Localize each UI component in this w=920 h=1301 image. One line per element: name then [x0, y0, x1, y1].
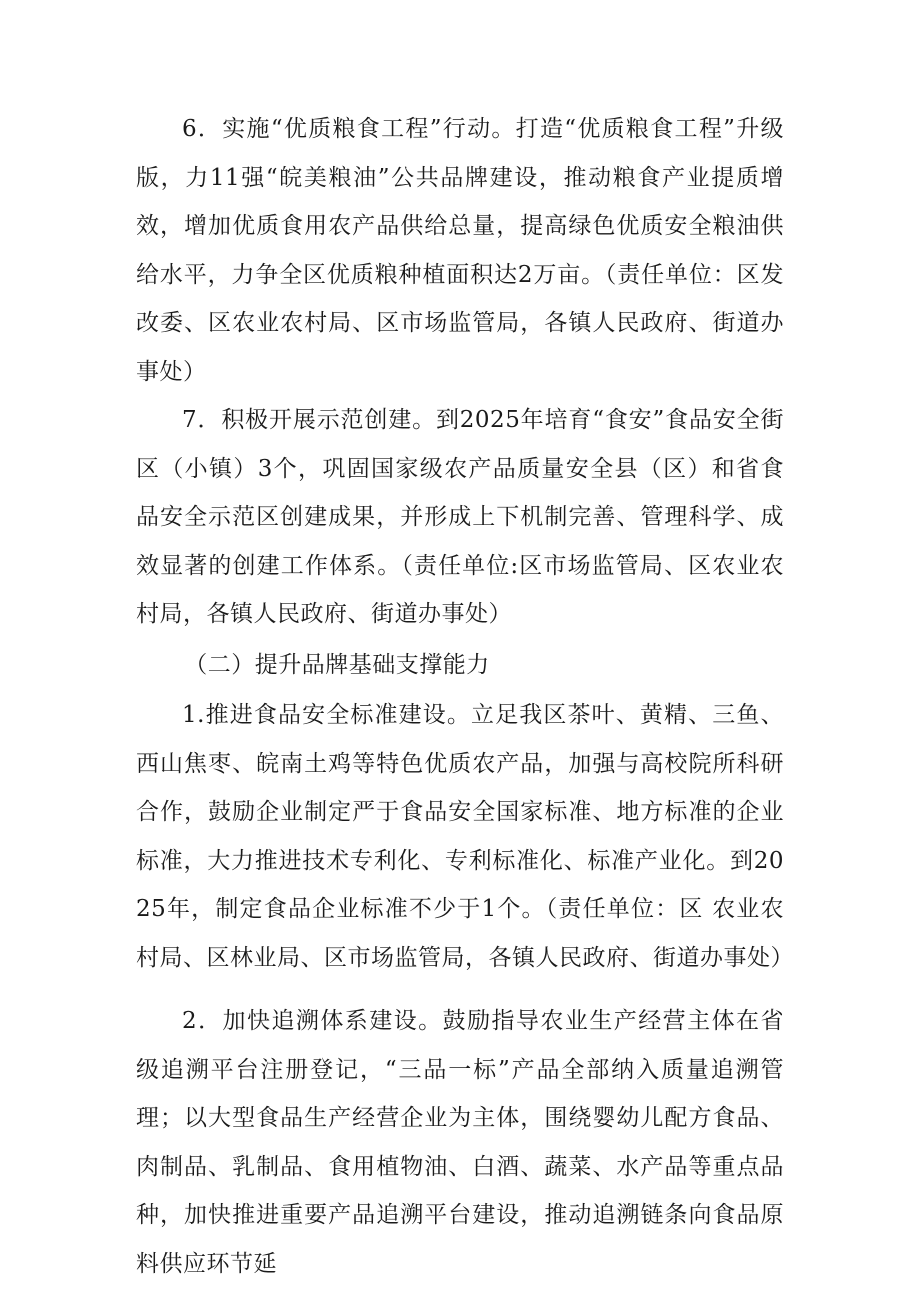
- paragraph-item-2-1: 1.推进食品安全标准建设。立足我区茶叶、黄精、三鱼、西山焦枣、皖南土鸡等特色优质农产品，加强与高校院所科研合作，鼓励企业制定严于食品安全国家标准、地方标准的企业标准，大力推进技术专利化、专利标准化、标准产业化。到2025年，制定食品企业标准不少于1个。（责任单位：区 农业农村局、区林业局、区市场监管局，各镇人民政府、街道办事处）: [136, 702, 794, 971]
- section-heading: （二）提升品牌基础支撑能力: [184, 651, 490, 678]
- paragraph-item-7: 7．积极开展示范创建。到2025年培育“食安”食品安全街区（小镇）3个，巩固国家级农产品质量安全县（区）和省食品安全示范区创建成果，并形成上下机制完善、管理科学、成效显著的创建工作体系。（责任单位:区市场监管局、区农业农村局，各镇人民政府、街道办事处）: [136, 407, 784, 627]
- paragraph-item-6: 6．实施“优质粮食工程”行动。打造“优质粮食工程”升级版，力11强“皖美粮油”公共品牌建设，推动粮食产业提质增效，增加优质食用农产品供给总量，提高绿色优质安全粮油供给水平，力争全区优质粮种植面积达2万亩。（责任单位：区发改委、区农业农村局、区市场监管局，各镇人民政府、街道办事处）: [136, 116, 784, 385]
- paragraph-item-2-2: 2．加快追溯体系建设。鼓励指导农业生产经营主体在省级追溯平台注册登记，“三品一标”产品全部纳入质量追溯管理；以大型食品生产经营企业为主体，围绕婴幼儿配方食品、肉制品、乳制品、食用植物油、白酒、蔬菜、水产品等重点品种，加快推进重要产品追溯平台建设，推动追溯链条向食品原料供应环节延: [136, 1008, 784, 1277]
